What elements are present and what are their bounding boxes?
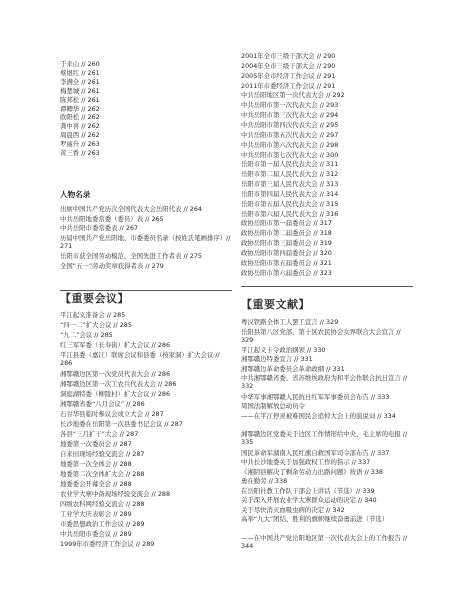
toc-entry: 湘鄂赣边革命委员会革命政纲 // 331 (241, 364, 345, 373)
toc-entry: 湘鄂赣省委“八月会议” // 286 (60, 400, 145, 408)
toc-entry: 出席中国共产党历次全国代表大会岳阳代表 // 264 (60, 205, 202, 213)
toc-entry: 市委思想政治工作会议 // 289 (60, 520, 145, 528)
toc-entry: 政协岳阳市第一届委员会 // 317 (241, 219, 332, 228)
toc-entry: 岳阳市第五届人民代表大会 // 315 (241, 199, 339, 208)
toc-entry: 勇在勤劳 // 338 (241, 477, 288, 486)
toc-entry: 岳阳市第一届人民代表大会 // 311 (241, 160, 339, 169)
toc-entry: 中共岳阳市第一次代表大会 // 293 (241, 101, 339, 110)
toc-entry: 中共岳阳地区第一次代表大会 // 292 (241, 91, 345, 100)
toc-entry: 平江起义准备会 // 285 (60, 311, 126, 319)
toc-entry: 洞庭湖特委（柳陵村）扩大会议 // 286 (60, 390, 171, 398)
toc-entry: 地委第一次全体会 // 288 (60, 460, 132, 468)
toc-entry: 中共岳阳市第七次代表大会 // 300 (241, 150, 339, 159)
toc-entry: 粤汉铁路全体工人罢工宣言 // 329 (241, 318, 339, 326)
toc-entry: 地委第二次全体扩大会 // 288 (60, 470, 145, 478)
toc-entry: 中共岳阳市第三次代表大会 // 294 (241, 111, 339, 120)
toc-entry: 岳阳市第四届人民代表大会 // 314 (241, 189, 339, 198)
toc-entry: 湘鄂赣边区第一次工农兵代表大会 // 286 (60, 380, 177, 388)
toc-entry: 中共湘鄂赣省委、省苏维埃政府为和平会作联合抗日宣言 // 332 (241, 374, 408, 391)
toc-entry: 在岳阳社教工作队干部会上讲话（节选）// 339 (241, 486, 375, 495)
toc-entry: 湘鄂赣边区党委关于边区工作情形给中央、毛主席的电报 // 335 (241, 430, 408, 447)
toc-entry: 政协岳阳市第二届委员会 // 318 (241, 229, 332, 238)
section-rule (60, 290, 232, 291)
toc-entry: 中共岳阳市第六次代表大会 // 298 (241, 140, 339, 149)
section-heading: 【重要会议】 (60, 292, 129, 305)
toc-entry: 平江起义卡令政治纲领 // 330 (241, 345, 326, 354)
toc-entry: 政协岳阳市第三届委员会 // 319 (241, 239, 332, 248)
toc-entry: 平江县委（嘉江）联席会议和县委（按家洞）扩大会议 // 286 (60, 351, 220, 367)
toc-entry: 中共岳阳市第四次代表大会 // 295 (241, 120, 339, 129)
toc-entry: 长沙地委在岳阳第一次县委书记会议 // 287 (60, 420, 183, 428)
toc-entry: 政协岳阳市第六届委员会 // 323 (241, 268, 332, 277)
person-entry: 李满全 // 261 (60, 77, 100, 86)
toc-entry: 农业学大寨中备现场经验交流会 // 288 (60, 490, 171, 498)
toc-entry: 岳阳市第三届人民代表大会 // 313 (241, 180, 339, 189)
person-entry: 龚中喜 // 262 (60, 122, 100, 131)
person-entry: 罗丽升 // 263 (60, 140, 100, 149)
toc-entry: 2011年市委经济工作会议 // 291 (241, 81, 336, 90)
toc-entry: “四一二”扩大会议 // 285 (60, 321, 132, 329)
toc-entry: 岳阳市第二届人民代表大会 // 312 (241, 170, 339, 179)
toc-entry: 工业学大庆表彰会 // 289 (60, 510, 132, 518)
toc-entry: 关于尽快消灭血吸虫病的决定 // 342 (241, 505, 345, 514)
toc-entry: 地委第一次委员会 // 287 (60, 440, 132, 448)
person-entry: 梅楚城 // 261 (60, 86, 100, 95)
toc-entry: 红三军军委（长寿街）扩大会议 // 286 (60, 341, 171, 349)
toc-entry: “九二”会议 // 285 (60, 331, 113, 339)
toc-entry: 《湘阴县解决了剩余劳动力出路问题》按语 // 338 (241, 467, 383, 476)
toc-entry: 中共长沙地委关于加强政权工作的指示 // 337 (241, 458, 371, 467)
section-heading: 人物名录 (60, 190, 91, 199)
toc-entry: 中共岳阳市第五次代表大会 // 297 (241, 130, 339, 139)
toc-entry: 石谷华县临时参议会成立大会 // 287 (60, 410, 164, 418)
toc-entry: 历届中国共产党岳阳地、市委委员名录（按姓氏笔画排序）// 271 (60, 234, 231, 251)
toc-entry: 湘鄂赣边特委宣言 // 331 (241, 355, 313, 364)
toc-entry: 1999年市委经济工作会议 // 289 (60, 540, 155, 548)
toc-entry: 中共岳阳市委会议 // 289 (60, 530, 132, 538)
toc-entry: 各县“三月扩干”大会 // 287 (60, 430, 139, 438)
toc-entry: 湘鄂赣边区第一次党员代表大会 // 286 (60, 370, 171, 378)
toc-entry: 四级农科网经验交流会 // 288 (60, 500, 145, 508)
toc-entry: 岳阳市第六届人民代表大会 // 316 (241, 209, 339, 218)
toc-entry: 中共岳阳市委常委表 // 267 (60, 224, 139, 233)
toc-entry: ——在平江停灵被难国民会追悼大会上的演说词 // 334 (241, 411, 396, 420)
toc-entry: 政协岳阳市第五届委员会 // 321 (241, 258, 332, 267)
person-entry: 周晨西 // 262 (60, 131, 100, 140)
toc-entry: 岳阳市获全国劳动模范、全国先进工作者表 // 275 (60, 252, 202, 261)
toc-entry: 中共岳阳地委常委（委员）表 // 265 (60, 214, 164, 223)
toc-entry: 关于深入开展农业学大寨群众运动的决定 // 340 (241, 496, 377, 505)
section-rule (241, 286, 413, 287)
toc-entry: 全国“五一”劳动奖章获得者表 // 279 (60, 261, 164, 270)
person-entry: 谭卿华 // 262 (60, 104, 100, 113)
toc-entry: 岳阳县第八区党部、第十区农民协会女界联合大会宣言 // 329 (241, 327, 401, 344)
toc-entry: 地委委会开幕全会 // 288 (60, 480, 132, 488)
toc-entry: 自来田现场经验交流会 // 287 (60, 450, 145, 458)
toc-entry: 2004年全市三级干部大会 // 290 (241, 61, 336, 70)
toc-entry: 政协岳阳市第四届委员会 // 320 (241, 249, 332, 257)
person-entry: 蔡煜红 // 261 (60, 68, 100, 77)
person-entry: 于来山 // 260 (60, 60, 100, 68)
toc-entry: 2005年全市经济工作会议 // 291 (241, 71, 336, 80)
toc-entry: 高举“九大”团结、胜利的旗帜继续奋勇前进（节选） (241, 515, 389, 524)
person-entry: 黄三香 // 263 (60, 149, 100, 157)
toc-entry: 国民革命军湖南人民红旗自救国军司令部布告 // 337 (241, 448, 390, 457)
toc-entry: 中华军事湘鄂赣人民抗日红军军事委员会布告 // 333 (241, 392, 390, 401)
toc-entry: 周国法制解放总动员令 (241, 402, 305, 411)
person-entry: 欧阳松 // 262 (60, 113, 100, 122)
toc-entry: ——在中国共产党岳阳地区第一次代表大会上的工作报告 // 344 (241, 533, 408, 550)
toc-entry: 2001年全市三级干部大会 // 290 (241, 52, 336, 60)
section-heading: 【重要文献】 (241, 298, 310, 311)
person-entry: 陈邦松 // 261 (60, 95, 100, 104)
